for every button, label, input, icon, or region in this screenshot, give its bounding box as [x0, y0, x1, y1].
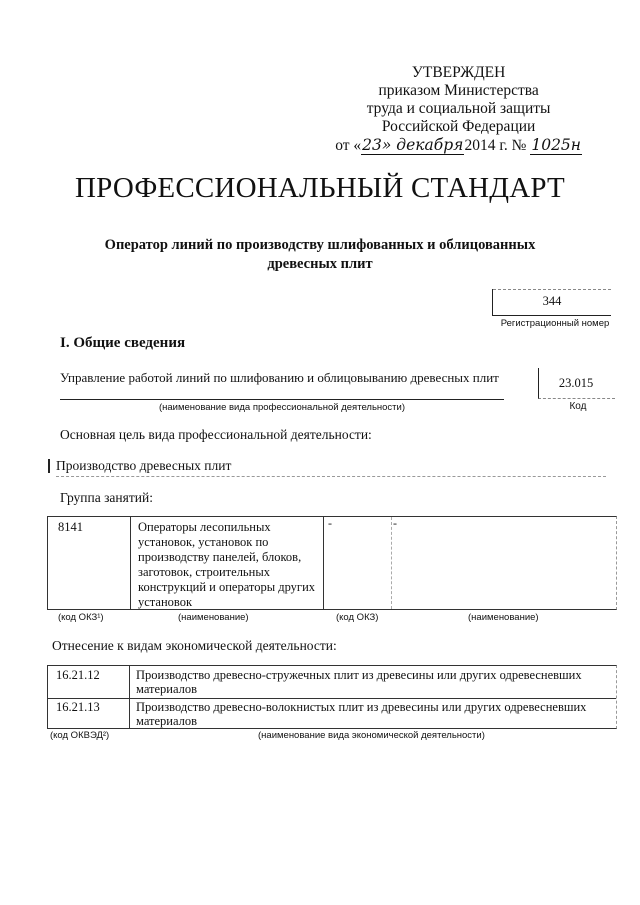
econ-row-divider	[48, 698, 616, 699]
occupation-code: 8141	[58, 520, 83, 534]
occ-caption-code2: (код ОКЗ)	[336, 612, 379, 623]
approval-line-2: приказом Министерства	[378, 82, 539, 99]
econ-caption-name: (наименование вида экономической деятельности)	[258, 730, 485, 741]
section-heading: I. Общие сведения	[60, 335, 186, 351]
econ-code-2: 16.21.13	[56, 700, 100, 714]
group-label: Группа занятий:	[60, 490, 153, 505]
code-caption: Код	[569, 401, 587, 412]
econ-col-divider	[129, 666, 130, 728]
occupation-name: Операторы лесопильных установок, установок по производству панелей, блоков, заготовок, строительных конструкций и операторы других установок	[138, 520, 316, 609]
goal-label: Основная цель вида профессиональной деятельности:	[60, 427, 372, 442]
approval-line-1: УТВЕРЖДЕН	[411, 64, 506, 81]
standard-name: Оператор линий по производству шлифованных и облицованных древесных плит	[104, 237, 536, 272]
document-title: ПРОФЕССИОНАЛЬНЫЙ СТАНДАРТ	[75, 172, 565, 204]
econ-label: Отнесение к видам экономической деятельности:	[52, 638, 337, 653]
occ-caption-code: (код ОКЗ¹)	[58, 612, 104, 623]
occupation-col-divider	[130, 517, 131, 609]
registration-label: Регистрационный номер	[500, 318, 610, 329]
activity-name: Управление работой линий по шлифованию и облицовыванию древесных плит	[60, 370, 499, 385]
approval-line-3: труда и социальной защиты	[366, 100, 551, 117]
date-prefix: от «	[335, 137, 362, 154]
occupation-code-2: -	[328, 516, 332, 530]
econ-caption-code: (код ОКВЭД²)	[50, 730, 110, 741]
econ-name-1: Производство древесно-стружечных плит из древесины или других одревесневших материалов	[136, 668, 582, 696]
approval-line-4: Российской Федерации	[381, 118, 536, 135]
date-year: 2014 г. №	[464, 137, 527, 154]
handwritten-order-number: 1025н	[531, 136, 581, 154]
approval-block	[335, 64, 582, 155]
activity-caption: (наименование вида профессиональной деятельности)	[158, 402, 406, 413]
occ-caption-name2: (наименование)	[468, 612, 539, 623]
registration-number: 344	[542, 294, 562, 308]
goal-value: Производство древесных плит	[56, 458, 606, 477]
goal-bar	[48, 459, 50, 473]
handwritten-date: 23» декабря	[362, 136, 464, 154]
approval-date-line	[335, 136, 582, 155]
occupation-col-divider	[391, 517, 392, 609]
econ-code-1: 16.21.12	[56, 668, 100, 682]
occ-caption-name: (наименование)	[178, 612, 249, 623]
activity-code: 23.015	[558, 376, 594, 390]
econ-name-2: Производство древесно-волокнистых плит из древесины или других одревесневших материалов	[136, 700, 587, 728]
occupation-name-2: -	[393, 516, 397, 530]
occupation-table	[47, 516, 617, 610]
activity-underline	[60, 399, 504, 400]
